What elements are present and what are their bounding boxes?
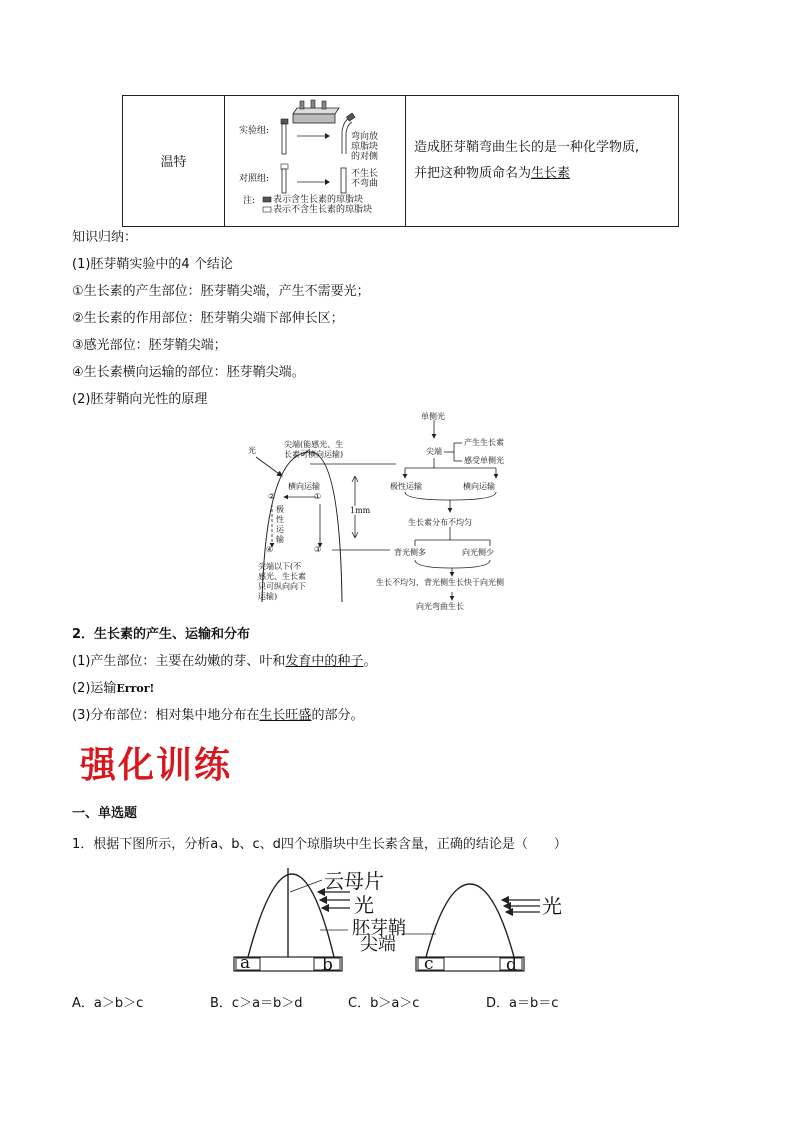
p1-answer: 发育中的种子 [285, 654, 364, 669]
light-label-right: 光 [542, 894, 562, 918]
flow-polar: 极性运输 [390, 482, 422, 491]
single-choice-title: 一、单选题 [72, 806, 138, 821]
conclusion-1: ①生长素的产生部位：胚芽鞘尖端，产生不需要光； [72, 284, 370, 299]
flow-unilateral-light: 单侧光 [421, 412, 445, 421]
agar-block-with-tips [293, 100, 339, 123]
mm-label: 1mm [350, 506, 371, 515]
ctrl-result-2: 不弯曲 [351, 179, 379, 189]
flow-front-side: 向光侧少 [462, 548, 494, 557]
polar-2: 性 [276, 515, 284, 524]
block-d: d [506, 955, 517, 975]
legend-with-auxin: 表示含生长素的琼脂块 [273, 195, 364, 205]
section2-p3 [72, 708, 363, 724]
marker-2: ② [268, 492, 276, 501]
flow-growth: 生长不均匀，背光侧生长快于向光侧 [376, 578, 504, 587]
mica-label: 云母片 [324, 869, 384, 893]
flow-produce: 产生生长素 [464, 438, 504, 447]
p3-answer: 生长旺盛 [259, 708, 312, 723]
phototropism-diagram [240, 412, 560, 617]
flow-uneven: 生长素分布不均匀 [408, 518, 472, 527]
marker-3: ③ [314, 545, 322, 554]
block-a: a [240, 953, 251, 973]
tip-label-2: 长素可横向运输) [284, 450, 344, 459]
option-d[interactable]: D．a＝b＝c [486, 996, 559, 1011]
block-b: b [322, 955, 333, 975]
below-tip-3: 只可纵向向下 [258, 582, 306, 591]
conclusion-4: ④生长素横向运输的部位：胚芽鞘尖端。 [72, 365, 305, 380]
tip-label-1: 胚芽鞘 [352, 918, 406, 939]
table-row [123, 96, 679, 227]
polar-1: 极 [276, 505, 284, 514]
note-label: 注: [243, 196, 256, 206]
scientist-name: 温特 [160, 155, 187, 170]
p1-end: 。 [363, 654, 377, 669]
conclusion-line-2 [414, 161, 678, 187]
question-1-figure [230, 862, 570, 977]
p2-error: Error! [116, 682, 155, 695]
conclusion-answer: 生长素 [531, 166, 571, 181]
tip-label-2: 尖端 [360, 934, 396, 955]
training-heading: 强化训练 [80, 744, 233, 786]
knowledge-sub1: (1)胚芽鞘实验中的4 个结论 [72, 257, 233, 272]
p3-end: 的部分。 [311, 708, 364, 723]
p2-text: (2)运输 [72, 681, 117, 696]
option-a[interactable]: A．a＞b＞c [72, 996, 144, 1011]
section2-title: 2．生长素的产生、运输和分布 [72, 627, 251, 642]
exp-result-1: 弯向放 [351, 132, 379, 142]
p1-text: (1)产生部位：主要在幼嫩的芽、叶和 [72, 654, 286, 669]
exp-result-3: 的对侧 [351, 152, 379, 162]
flow-lateral: 横向运输 [463, 482, 495, 491]
figure-cell [225, 96, 406, 227]
question-1: 1．根据下图所示，分析a、b、c、d四个琼脂块中生长素含量，正确的结论是（ ） [72, 837, 567, 852]
conclusion-2: ②生长素的作用部位：胚芽鞘尖端下部伸长区； [72, 311, 344, 326]
option-b[interactable]: B．c＞a＝b＞d [210, 996, 303, 1011]
exp-group-label: 实验组: [239, 126, 270, 136]
marker-1: ① [314, 492, 322, 501]
experiment-table [122, 95, 679, 227]
marker-4: ④ [266, 545, 274, 554]
below-tip-4: 运输) [258, 592, 278, 601]
ctrl-result-1: 不生长 [351, 169, 379, 179]
section2-p1 [72, 654, 376, 670]
tip-label-1: 尖端(能感光、生 [284, 440, 344, 449]
conclusion-cell [406, 96, 679, 227]
light-label-left: 光 [354, 893, 374, 917]
below-tip-2: 感光、生长素 [258, 572, 306, 581]
conclusion-text: 并把这种物质命名为 [414, 166, 532, 181]
knowledge-title: 知识归纳： [72, 230, 138, 245]
block-c: c [424, 954, 434, 974]
conclusion-3: ③感光部位：胚芽鞘尖端； [72, 338, 227, 353]
flow-bend: 向光弯曲生长 [416, 602, 464, 611]
option-c[interactable]: C．b＞a＞c [348, 996, 420, 1011]
light-label: 光 [248, 446, 256, 455]
ctrl-group-label: 对照组: [239, 174, 270, 184]
exp-result-2: 琼脂块 [351, 142, 379, 152]
p3-text: (3)分布部位：相对集中地分布在 [72, 708, 260, 723]
legend-without-auxin: 表示不含生长素的琼脂块 [273, 205, 373, 215]
flow-back-side: 背光侧多 [394, 548, 426, 557]
polar-4: 输 [276, 535, 284, 544]
conclusion-line-1: 造成胚芽鞘弯曲生长的是一种化学物质, [414, 140, 640, 155]
knowledge-sub2: (2)胚芽鞘向光性的原理 [72, 392, 208, 407]
section2-p2 [72, 681, 154, 697]
scientist-cell [123, 96, 225, 227]
lateral-label: 横向运输 [288, 482, 320, 491]
flow-sense: 感受单侧光 [464, 456, 504, 465]
flow-tip: 尖端 [426, 447, 442, 456]
below-tip-1: 尖端以下(不 [258, 562, 302, 571]
polar-3: 运 [276, 525, 284, 534]
